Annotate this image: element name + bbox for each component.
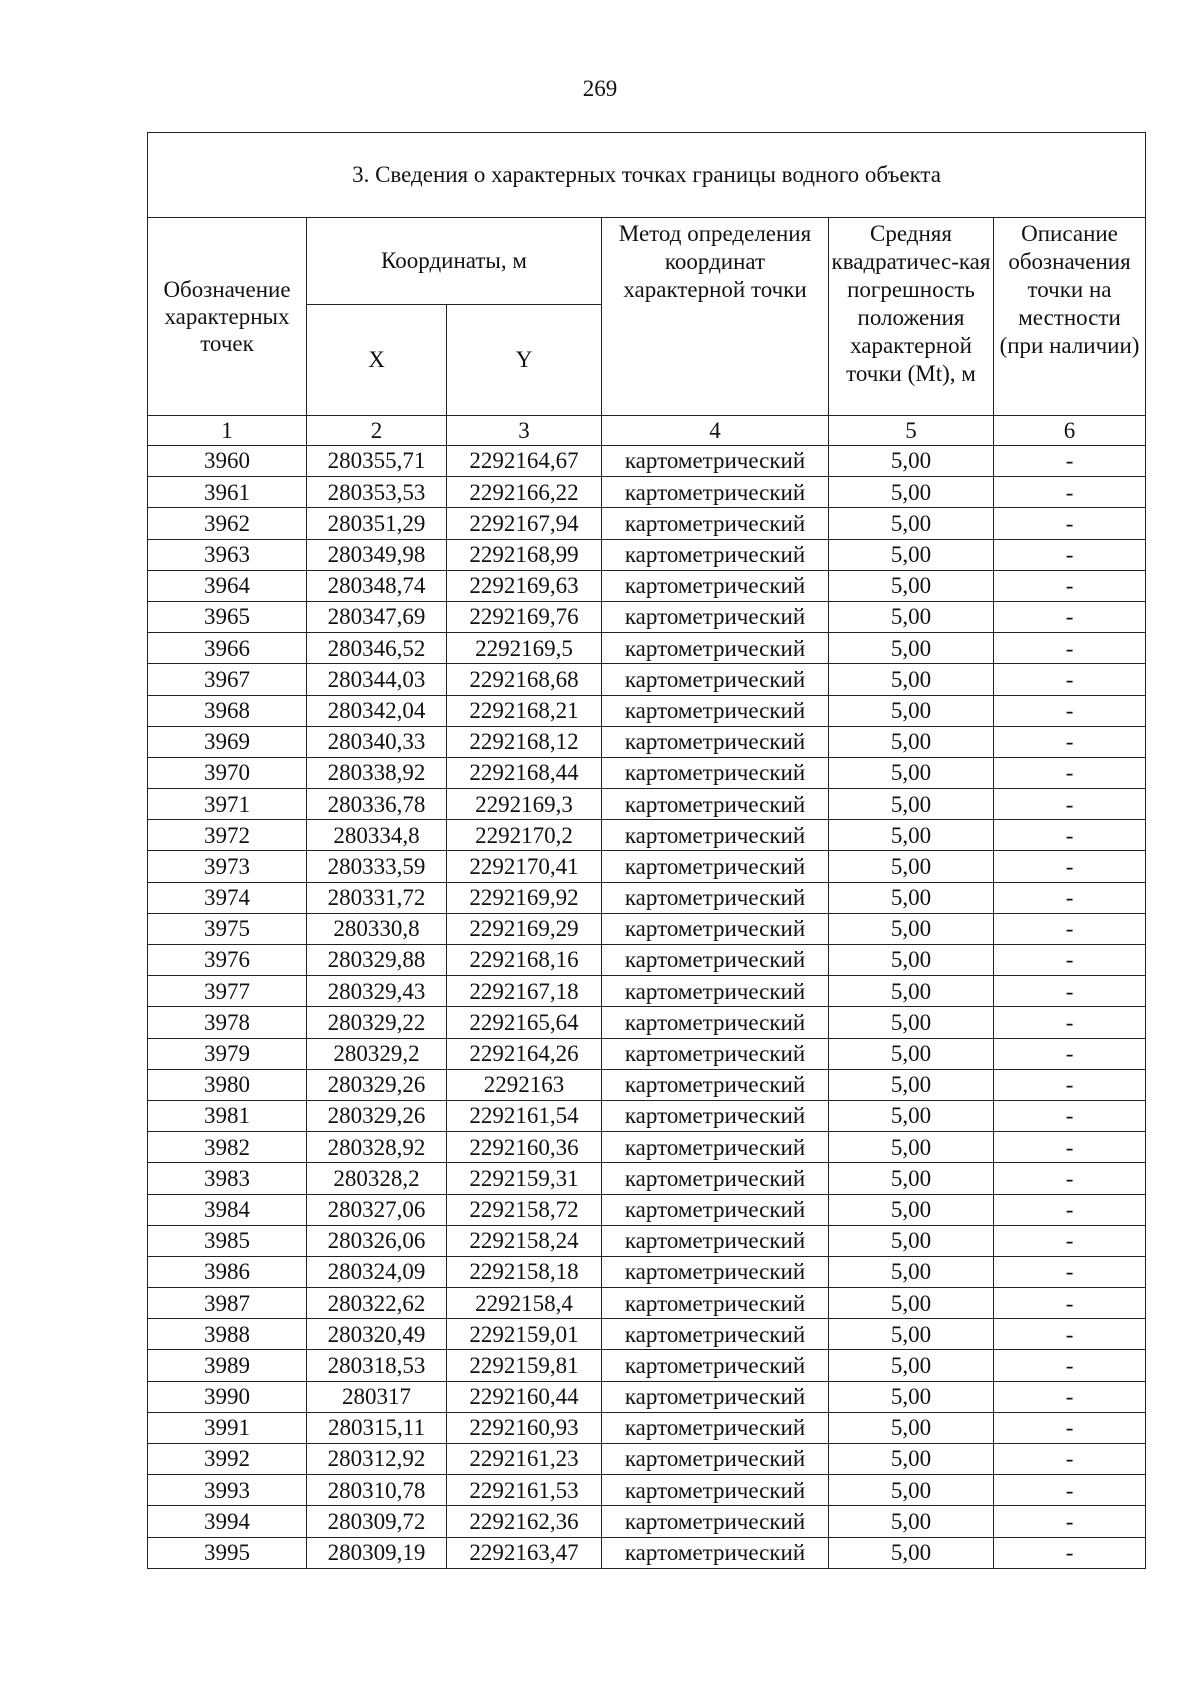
y-coordinate-cell: 2292168,12 (447, 726, 602, 757)
x-coordinate-cell: 280322,62 (307, 1288, 447, 1319)
point-designation-cell: 3974 (148, 882, 307, 913)
y-coordinate-cell: 2292160,93 (447, 1412, 602, 1443)
method-cell: картометрический (602, 1412, 829, 1443)
description-cell: - (994, 820, 1146, 851)
method-cell: картометрический (602, 1069, 829, 1100)
description-cell: - (994, 851, 1146, 882)
point-designation-cell: 3966 (148, 633, 307, 664)
method-cell: картометрический (602, 789, 829, 820)
mean-square-error-cell: 5,00 (829, 1007, 994, 1038)
point-designation-cell: 3988 (148, 1319, 307, 1350)
x-coordinate-cell: 280331,72 (307, 882, 447, 913)
y-coordinate-cell: 2292158,72 (447, 1194, 602, 1225)
x-coordinate-cell: 280340,33 (307, 726, 447, 757)
description-cell: - (994, 1194, 1146, 1225)
method-cell: картометрический (602, 945, 829, 976)
point-designation-cell: 3990 (148, 1381, 307, 1412)
y-coordinate-cell: 2292164,26 (447, 1038, 602, 1069)
method-cell: картометрический (602, 446, 829, 477)
x-coordinate-cell: 280336,78 (307, 789, 447, 820)
description-cell: - (994, 570, 1146, 601)
x-coordinate-cell: 280309,19 (307, 1537, 447, 1568)
description-cell: - (994, 1038, 1146, 1069)
x-coordinate-cell: 280315,11 (307, 1412, 447, 1443)
table-row (148, 477, 1146, 508)
method-cell: картометрический (602, 633, 829, 664)
description-cell: - (994, 1444, 1146, 1475)
description-cell: - (994, 1288, 1146, 1319)
point-designation-cell: 3975 (148, 913, 307, 944)
x-coordinate-cell: 280330,8 (307, 913, 447, 944)
x-coordinate-cell: 280346,52 (307, 633, 447, 664)
y-coordinate-cell: 2292158,4 (447, 1288, 602, 1319)
method-cell: картометрический (602, 477, 829, 508)
point-designation-cell: 3964 (148, 570, 307, 601)
mean-square-error-cell: 5,00 (829, 851, 994, 882)
description-cell: - (994, 976, 1146, 1007)
method-cell: картометрический (602, 976, 829, 1007)
method-cell: картометрический (602, 695, 829, 726)
x-coordinate-cell: 280347,69 (307, 601, 447, 632)
method-cell: картометрический (602, 726, 829, 757)
table-row (148, 882, 1146, 913)
header-x: X (307, 305, 447, 416)
table-row (148, 976, 1146, 1007)
mean-square-error-cell: 5,00 (829, 1038, 994, 1069)
x-coordinate-cell: 280344,03 (307, 664, 447, 695)
point-designation-cell: 3987 (148, 1288, 307, 1319)
method-cell: картометрический (602, 664, 829, 695)
x-coordinate-cell: 280326,06 (307, 1225, 447, 1256)
y-coordinate-cell: 2292159,31 (447, 1163, 602, 1194)
table-row (148, 1475, 1146, 1506)
y-coordinate-cell: 2292170,41 (447, 851, 602, 882)
description-cell: - (994, 1256, 1146, 1287)
description-cell: - (994, 882, 1146, 913)
boundary-points-table (147, 132, 1146, 1569)
x-coordinate-cell: 280329,88 (307, 945, 447, 976)
header-method: Метод определения координат характерной точки (602, 218, 829, 416)
header-y: Y (447, 305, 602, 416)
point-designation-cell: 3976 (148, 945, 307, 976)
point-designation-cell: 3965 (148, 601, 307, 632)
method-cell: картометрический (602, 1506, 829, 1537)
description-cell: - (994, 1506, 1146, 1537)
x-coordinate-cell: 280329,22 (307, 1007, 447, 1038)
table-row (148, 757, 1146, 788)
mean-square-error-cell: 5,00 (829, 820, 994, 851)
point-designation-cell: 3970 (148, 757, 307, 788)
method-cell: картометрический (602, 570, 829, 601)
description-cell: - (994, 1163, 1146, 1194)
column-number: 3 (447, 416, 602, 446)
point-designation-cell: 3982 (148, 1132, 307, 1163)
y-coordinate-cell: 2292169,5 (447, 633, 602, 664)
method-cell: картометрический (602, 1444, 829, 1475)
mean-square-error-cell: 5,00 (829, 1475, 994, 1506)
description-cell: - (994, 477, 1146, 508)
mean-square-error-cell: 5,00 (829, 570, 994, 601)
method-cell: картометрический (602, 820, 829, 851)
table-row (148, 1537, 1146, 1568)
description-cell: - (994, 539, 1146, 570)
table-row (148, 695, 1146, 726)
mean-square-error-cell: 5,00 (829, 789, 994, 820)
table-row (148, 789, 1146, 820)
table-row (148, 1038, 1146, 1069)
point-designation-cell: 3979 (148, 1038, 307, 1069)
y-coordinate-cell: 2292161,54 (447, 1100, 602, 1131)
mean-square-error-cell: 5,00 (829, 913, 994, 944)
y-coordinate-cell: 2292158,18 (447, 1256, 602, 1287)
point-designation-cell: 3984 (148, 1194, 307, 1225)
point-designation-cell: 3972 (148, 820, 307, 851)
point-designation-cell: 3980 (148, 1069, 307, 1100)
table-row (148, 1444, 1146, 1475)
description-cell: - (994, 757, 1146, 788)
mean-square-error-cell: 5,00 (829, 664, 994, 695)
mean-square-error-cell: 5,00 (829, 477, 994, 508)
table-row (148, 1194, 1146, 1225)
point-designation-cell: 3968 (148, 695, 307, 726)
x-coordinate-cell: 280312,92 (307, 1444, 447, 1475)
mean-square-error-cell: 5,00 (829, 1194, 994, 1225)
description-cell: - (994, 695, 1146, 726)
y-coordinate-cell: 2292168,68 (447, 664, 602, 695)
mean-square-error-cell: 5,00 (829, 695, 994, 726)
table-row (148, 633, 1146, 664)
method-cell: картометрический (602, 757, 829, 788)
description-cell: - (994, 913, 1146, 944)
description-cell: - (994, 508, 1146, 539)
mean-square-error-cell: 5,00 (829, 726, 994, 757)
table-row (148, 539, 1146, 570)
x-coordinate-cell: 280349,98 (307, 539, 447, 570)
point-designation-cell: 3991 (148, 1412, 307, 1443)
column-number: 2 (307, 416, 447, 446)
mean-square-error-cell: 5,00 (829, 1163, 994, 1194)
table-row (148, 913, 1146, 944)
mean-square-error-cell: 5,00 (829, 1319, 994, 1350)
x-coordinate-cell: 280327,06 (307, 1194, 447, 1225)
table-row (148, 1412, 1146, 1443)
description-cell: - (994, 1412, 1146, 1443)
table-row (148, 1100, 1146, 1131)
point-designation-cell: 3961 (148, 477, 307, 508)
point-designation-cell: 3960 (148, 446, 307, 477)
table-row (148, 446, 1146, 477)
point-designation-cell: 3967 (148, 664, 307, 695)
point-designation-cell: 3992 (148, 1444, 307, 1475)
description-cell: - (994, 601, 1146, 632)
method-cell: картометрический (602, 1350, 829, 1381)
column-number: 4 (602, 416, 829, 446)
mean-square-error-cell: 5,00 (829, 757, 994, 788)
point-designation-cell: 3985 (148, 1225, 307, 1256)
column-number-row (148, 416, 1146, 446)
description-cell: - (994, 1225, 1146, 1256)
x-coordinate-cell: 280342,04 (307, 695, 447, 726)
mean-square-error-cell: 5,00 (829, 1506, 994, 1537)
description-cell: - (994, 1100, 1146, 1131)
x-coordinate-cell: 280353,53 (307, 477, 447, 508)
description-cell: - (994, 789, 1146, 820)
y-coordinate-cell: 2292169,29 (447, 913, 602, 944)
mean-square-error-cell: 5,00 (829, 1069, 994, 1100)
method-cell: картометрический (602, 1132, 829, 1163)
x-coordinate-cell: 280348,74 (307, 570, 447, 601)
description-cell: - (994, 1475, 1146, 1506)
table-row (148, 1288, 1146, 1319)
method-cell: картометрический (602, 1475, 829, 1506)
page-number: 269 (582, 76, 618, 101)
y-coordinate-cell: 2292159,81 (447, 1350, 602, 1381)
y-coordinate-cell: 2292169,76 (447, 601, 602, 632)
point-designation-cell: 3971 (148, 789, 307, 820)
description-cell: - (994, 1350, 1146, 1381)
y-coordinate-cell: 2292168,21 (447, 695, 602, 726)
description-cell: - (994, 1381, 1146, 1412)
mean-square-error-cell: 5,00 (829, 633, 994, 664)
x-coordinate-cell: 280309,72 (307, 1506, 447, 1537)
point-designation-cell: 3989 (148, 1350, 307, 1381)
y-coordinate-cell: 2292170,2 (447, 820, 602, 851)
method-cell: картометрический (602, 1194, 829, 1225)
x-coordinate-cell: 280328,92 (307, 1132, 447, 1163)
point-designation-cell: 3994 (148, 1506, 307, 1537)
point-designation-cell: 3993 (148, 1475, 307, 1506)
point-designation-cell: 3981 (148, 1100, 307, 1131)
table-row (148, 1506, 1146, 1537)
mean-square-error-cell: 5,00 (829, 1350, 994, 1381)
table-row (148, 1381, 1146, 1412)
table-body (148, 446, 1146, 1569)
description-cell: - (994, 945, 1146, 976)
mean-square-error-cell: 5,00 (829, 945, 994, 976)
x-coordinate-cell: 280318,53 (307, 1350, 447, 1381)
point-designation-cell: 3963 (148, 539, 307, 570)
y-coordinate-cell: 2292161,23 (447, 1444, 602, 1475)
column-number: 5 (829, 416, 994, 446)
table-row (148, 820, 1146, 851)
table-row (148, 1069, 1146, 1100)
point-designation-cell: 3978 (148, 1007, 307, 1038)
method-cell: картометрический (602, 1319, 829, 1350)
table-row (148, 664, 1146, 695)
method-cell: картометрический (602, 851, 829, 882)
description-cell: - (994, 1537, 1146, 1568)
mean-square-error-cell: 5,00 (829, 601, 994, 632)
method-cell: картометрический (602, 1256, 829, 1287)
y-coordinate-cell: 2292165,64 (447, 1007, 602, 1038)
table-row (148, 601, 1146, 632)
mean-square-error-cell: 5,00 (829, 1288, 994, 1319)
method-cell: картометрический (602, 1537, 829, 1568)
table-row (148, 1007, 1146, 1038)
y-coordinate-cell: 2292163 (447, 1069, 602, 1100)
y-coordinate-cell: 2292166,22 (447, 477, 602, 508)
x-coordinate-cell: 280334,8 (307, 820, 447, 851)
table-row (148, 945, 1146, 976)
header-description: Описание обозначения точки на местности (при наличии) (994, 218, 1146, 416)
mean-square-error-cell: 5,00 (829, 1132, 994, 1163)
header-point-designation: Обозначение характерных точек (148, 218, 307, 416)
table-row (148, 1225, 1146, 1256)
section-title: 3. Сведения о характерных точках границы водного объекта (148, 133, 1146, 218)
method-cell: картометрический (602, 1038, 829, 1069)
description-cell: - (994, 633, 1146, 664)
header-coordinates: Координаты, м (307, 218, 602, 305)
header-mean-square-error: Средняя квадратичес-кая погрешность положения характерной точки (Mt), м (829, 218, 994, 416)
table-row (148, 1163, 1146, 1194)
mean-square-error-cell: 5,00 (829, 1256, 994, 1287)
y-coordinate-cell: 2292169,63 (447, 570, 602, 601)
x-coordinate-cell: 280351,29 (307, 508, 447, 539)
y-coordinate-cell: 2292168,44 (447, 757, 602, 788)
mean-square-error-cell: 5,00 (829, 1444, 994, 1475)
table-row (148, 1256, 1146, 1287)
description-cell: - (994, 446, 1146, 477)
point-designation-cell: 3969 (148, 726, 307, 757)
point-designation-cell: 3977 (148, 976, 307, 1007)
method-cell: картометрический (602, 508, 829, 539)
x-coordinate-cell: 280355,71 (307, 446, 447, 477)
table-row (148, 851, 1146, 882)
column-number: 6 (994, 416, 1146, 446)
y-coordinate-cell: 2292162,36 (447, 1506, 602, 1537)
y-coordinate-cell: 2292169,92 (447, 882, 602, 913)
method-cell: картометрический (602, 1381, 829, 1412)
mean-square-error-cell: 5,00 (829, 1537, 994, 1568)
mean-square-error-cell: 5,00 (829, 446, 994, 477)
mean-square-error-cell: 5,00 (829, 1412, 994, 1443)
method-cell: картометрический (602, 882, 829, 913)
description-cell: - (994, 726, 1146, 757)
x-coordinate-cell: 280320,49 (307, 1319, 447, 1350)
y-coordinate-cell: 2292160,36 (447, 1132, 602, 1163)
x-coordinate-cell: 280338,92 (307, 757, 447, 788)
table-row (148, 726, 1146, 757)
table-row (148, 1350, 1146, 1381)
x-coordinate-cell: 280324,09 (307, 1256, 447, 1287)
x-coordinate-cell: 280317 (307, 1381, 447, 1412)
x-coordinate-cell: 280329,26 (307, 1100, 447, 1131)
x-coordinate-cell: 280333,59 (307, 851, 447, 882)
description-cell: - (994, 1069, 1146, 1100)
point-designation-cell: 3973 (148, 851, 307, 882)
point-designation-cell: 3986 (148, 1256, 307, 1287)
method-cell: картометрический (602, 1163, 829, 1194)
column-number: 1 (148, 416, 307, 446)
mean-square-error-cell: 5,00 (829, 976, 994, 1007)
method-cell: картометрический (602, 1007, 829, 1038)
x-coordinate-cell: 280329,43 (307, 976, 447, 1007)
y-coordinate-cell: 2292158,24 (447, 1225, 602, 1256)
point-designation-cell: 3983 (148, 1163, 307, 1194)
y-coordinate-cell: 2292164,67 (447, 446, 602, 477)
description-cell: - (994, 1007, 1146, 1038)
method-cell: картометрический (602, 539, 829, 570)
y-coordinate-cell: 2292160,44 (447, 1381, 602, 1412)
mean-square-error-cell: 5,00 (829, 1100, 994, 1131)
description-cell: - (994, 1319, 1146, 1350)
table-row (148, 1132, 1146, 1163)
mean-square-error-cell: 5,00 (829, 539, 994, 570)
x-coordinate-cell: 280310,78 (307, 1475, 447, 1506)
x-coordinate-cell: 280329,26 (307, 1069, 447, 1100)
mean-square-error-cell: 5,00 (829, 508, 994, 539)
y-coordinate-cell: 2292163,47 (447, 1537, 602, 1568)
x-coordinate-cell: 280329,2 (307, 1038, 447, 1069)
table-row (148, 1319, 1146, 1350)
x-coordinate-cell: 280328,2 (307, 1163, 447, 1194)
y-coordinate-cell: 2292169,3 (447, 789, 602, 820)
table-row (148, 570, 1146, 601)
method-cell: картометрический (602, 1288, 829, 1319)
y-coordinate-cell: 2292168,16 (447, 945, 602, 976)
method-cell: картометрический (602, 601, 829, 632)
mean-square-error-cell: 5,00 (829, 1381, 994, 1412)
y-coordinate-cell: 2292159,01 (447, 1319, 602, 1350)
table-row (148, 508, 1146, 539)
point-designation-cell: 3995 (148, 1537, 307, 1568)
point-designation-cell: 3962 (148, 508, 307, 539)
method-cell: картометрический (602, 1225, 829, 1256)
y-coordinate-cell: 2292168,99 (447, 539, 602, 570)
description-cell: - (994, 1132, 1146, 1163)
y-coordinate-cell: 2292167,94 (447, 508, 602, 539)
y-coordinate-cell: 2292167,18 (447, 976, 602, 1007)
mean-square-error-cell: 5,00 (829, 1225, 994, 1256)
method-cell: картометрический (602, 913, 829, 944)
method-cell: картометрический (602, 1100, 829, 1131)
description-cell: - (994, 664, 1146, 695)
mean-square-error-cell: 5,00 (829, 882, 994, 913)
y-coordinate-cell: 2292161,53 (447, 1475, 602, 1506)
